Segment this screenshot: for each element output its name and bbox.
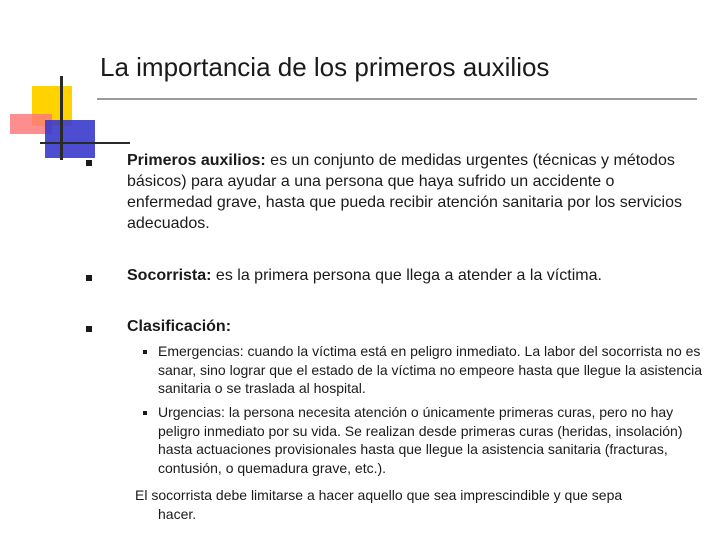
sub-bullet-urgencias: [158, 403, 703, 477]
sub-bullet-term: Urgencias:: [158, 404, 225, 420]
bullet-term: Primeros auxilios:: [127, 152, 266, 169]
bullet-term: Clasificación:: [127, 318, 232, 335]
logo-blue-square: [45, 120, 95, 158]
closing-note: [135, 486, 700, 524]
sub-bullet-emergencias: [158, 342, 703, 398]
note-line-2-wrapper: [135, 505, 700, 524]
bullet-marker: [86, 326, 92, 332]
bullet-marker: [86, 275, 92, 281]
sub-bullet-term: Emergencias:: [158, 343, 244, 359]
bullet-marker: [86, 160, 92, 166]
sub-bullet-text: la persona necesita atención o únicamente primeras curas, pero no hay peligro inmediato por su vida. Se realizan desde primeras curas (heridas, insolación) hasta actuaciones provisionales hasta que llegue la asistencia sanitaria (fracturas, contusión, o quemadura grave, etc.).: [158, 404, 683, 476]
sub-bullet-text: cuando la víctima está en peligro inmediato. La labor del socorrista no es sanar, sino lograr que el estado de la víctima no empeore hasta que llegue la asistencia sanitaria o se traslada al hospital.: [158, 343, 703, 396]
bullet-clasificacion: [127, 316, 687, 337]
logo-horizontal-line: [40, 142, 130, 144]
sub-bullet-marker: [143, 350, 147, 354]
title-divider: [97, 98, 697, 100]
bullet-term: Socorrista:: [127, 267, 212, 284]
bullet-text: es la primera persona que llega a atender a la víctima.: [215, 267, 602, 284]
bullet-primeros-auxilios: [127, 150, 687, 234]
note-line-2: hacer.: [158, 506, 197, 522]
note-line-1: El socorrista debe limitarse a hacer aquello que sea imprescindible y que sepa: [135, 487, 623, 503]
logo-graphic: [0, 0, 120, 170]
bullet-text: es un conjunto de medidas urgentes (técnicas y métodos básicos) para ayudar a una persona que haya sufrido un accidente o enfermedad grave, hasta que pueda recibir atención sanitaria por los servicios adecuados.: [127, 152, 682, 232]
slide-title: La importancia de los primeros auxilios: [100, 52, 550, 82]
bullet-socorrista: [127, 265, 687, 286]
sub-bullet-marker: [143, 411, 147, 415]
logo-vertical-line: [60, 76, 63, 160]
